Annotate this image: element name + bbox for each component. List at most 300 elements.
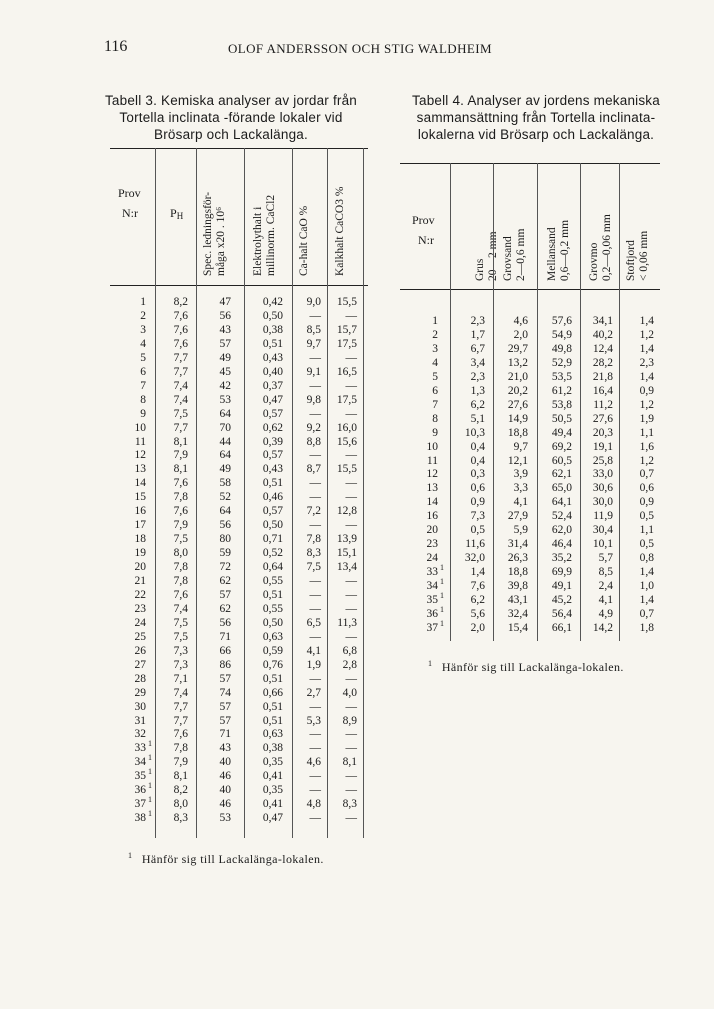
grovmo-cell: 11,9 <box>593 510 613 523</box>
ca-cell: — <box>309 630 321 643</box>
stoft-cell: 0,9 <box>639 384 654 397</box>
cond-cell: 46 <box>219 798 231 811</box>
lime-cell: 8,1 <box>342 756 357 769</box>
mellansand-cell: 62,1 <box>551 468 572 481</box>
elec-cell: 0,50 <box>262 616 283 629</box>
grus-cell: 0,6 <box>470 482 485 495</box>
grovmo-line1: Grovmo <box>588 242 600 281</box>
elec-cell: 0,37 <box>262 379 283 392</box>
elec-cell: 0,57 <box>262 407 283 420</box>
prov-cell <box>110 561 152 574</box>
prov-cell <box>400 413 444 426</box>
ca-cell: — <box>309 588 321 601</box>
table3-row <box>110 449 368 462</box>
prov-cell <box>110 408 152 421</box>
table3-row <box>110 589 368 602</box>
prov-number: 14 <box>426 496 438 509</box>
table4-grovmo-header <box>588 214 614 281</box>
table4-row <box>400 524 660 537</box>
cond-cell: 44 <box>219 435 231 448</box>
ca-cell: 4,6 <box>306 756 321 769</box>
footnote-mark: 1 <box>146 739 152 749</box>
table4-caption: Tabell 4. Analyser av jordens mekaniska sammansättning från Tortella inclinata-lokalerna vid Brösarp och Lackalänga. <box>412 93 660 142</box>
ca-cell: 8,7 <box>306 463 321 476</box>
stoft-cell: 1,2 <box>639 328 654 341</box>
grovsand-cell: 26,3 <box>507 552 528 565</box>
ph-cell: 7,7 <box>173 365 188 378</box>
prov-number: 33 <box>426 566 438 579</box>
prov-number: 5 <box>432 370 438 383</box>
ca-cell: — <box>309 449 321 462</box>
table4-row <box>400 538 660 551</box>
stoft-cell: 1,9 <box>639 412 654 425</box>
prov-number: 30 <box>134 700 146 713</box>
mellansand-cell: 46,4 <box>551 538 572 551</box>
stoft-cell: 0,8 <box>639 552 654 565</box>
grovmo-cell: 8,5 <box>598 566 613 579</box>
elec-cell: 0,47 <box>262 393 283 406</box>
stoftjord-line1: Stoftjord <box>625 240 637 281</box>
prov-number: 35 <box>426 594 438 606</box>
table4-row <box>400 357 660 370</box>
ca-cell: — <box>309 602 321 615</box>
mellansand-cell: 56,4 <box>551 607 572 620</box>
grovmo-cell: 40,2 <box>592 328 613 341</box>
grovmo-cell: 20,3 <box>592 426 613 439</box>
elec-cell: 0,46 <box>262 491 283 504</box>
cond-cell: 45 <box>219 365 231 378</box>
prov-number: 6 <box>432 384 438 397</box>
mellansand-line2: 0,6—0,2 mm <box>559 219 571 281</box>
prov-cell <box>400 371 444 384</box>
lime-cell: 15,5 <box>336 296 357 308</box>
cond-cell: 40 <box>219 784 231 797</box>
table4-row <box>400 427 660 440</box>
grus-cell: 2,3 <box>470 370 485 383</box>
grovmo-cell: 25,8 <box>592 454 613 467</box>
ca-line: Ca-halt CaO % <box>298 205 310 276</box>
mellansand-cell: 62,0 <box>551 524 572 537</box>
ph-cell: 7,7 <box>173 700 188 713</box>
grovmo-cell: 30,0 <box>592 496 613 509</box>
mellansand-cell: 53,5 <box>551 370 572 383</box>
table3-row <box>110 380 368 393</box>
grus-cell: 5,6 <box>470 607 485 620</box>
grovsand-cell: 4,6 <box>513 315 528 327</box>
lime-cell: — <box>345 449 357 462</box>
grovmo-cell: 11,2 <box>593 398 613 411</box>
elec-cell: 0,55 <box>262 575 283 587</box>
ph-cell: 8,1 <box>173 463 188 476</box>
cond-cell: 53 <box>219 812 231 825</box>
lime-cell: — <box>345 407 357 420</box>
prov-cell <box>400 329 444 342</box>
lime-cell: — <box>345 477 357 490</box>
table3-row <box>110 603 368 616</box>
prov-cell <box>400 441 444 454</box>
ph-h: H <box>176 211 184 221</box>
ca-cell: 9,8 <box>306 393 321 406</box>
lime-cell: 11,3 <box>337 616 357 629</box>
footnote-mark: 1 <box>438 619 444 629</box>
lime-cell: 16,5 <box>336 365 357 378</box>
elec-cell: 0,51 <box>262 588 283 601</box>
grovmo-cell: 4,1 <box>598 594 613 606</box>
table4-mellansand-header <box>546 220 572 281</box>
lime-cell: — <box>345 351 357 364</box>
table4-row <box>400 371 660 384</box>
grovsand-cell: 39,8 <box>507 580 528 593</box>
table4-row <box>400 413 660 426</box>
table3-row <box>110 491 368 504</box>
prov-cell <box>400 538 444 551</box>
prov-cell <box>110 533 152 546</box>
cond-cell: 56 <box>219 519 231 532</box>
stoft-cell: 1,2 <box>639 398 654 411</box>
table4-row <box>400 329 660 342</box>
table4-row <box>400 441 660 454</box>
prov-number: 37 <box>134 798 146 811</box>
elec-cell: 0,57 <box>262 505 283 518</box>
table3-row <box>110 701 368 714</box>
table3-lime-header <box>334 187 347 276</box>
grovmo-cell: 19,1 <box>592 440 613 453</box>
ca-cell: 9,7 <box>306 337 321 350</box>
footnote-mark: 1 <box>146 809 152 819</box>
prov-cell <box>110 324 152 337</box>
prov-number: 7 <box>432 398 438 411</box>
footnote-mark: 1 <box>146 781 152 791</box>
grovsand-cell: 43,1 <box>507 594 528 606</box>
ca-cell: — <box>309 407 321 420</box>
lime-cell: 6,8 <box>342 644 357 657</box>
lime-cell: — <box>345 784 357 797</box>
elec-cell: 0,51 <box>262 672 283 685</box>
mellansand-cell: 64,1 <box>551 496 572 509</box>
ph-p: P <box>170 206 177 220</box>
cond-cell: 80 <box>219 533 231 546</box>
table3-row <box>110 645 368 658</box>
ph-cell: 7,4 <box>173 686 188 699</box>
prov-number: 12 <box>426 468 438 481</box>
prov-number: 36 <box>134 784 146 797</box>
stoft-cell: 0,7 <box>639 607 654 620</box>
table3-row <box>110 673 368 686</box>
table3-row <box>110 617 368 630</box>
grovsand-cell: 27,9 <box>507 510 528 523</box>
lime-cell: — <box>345 728 357 741</box>
lime-cell: 13,4 <box>336 561 357 574</box>
ca-cell: 8,5 <box>306 323 321 336</box>
table4-grovsand-header <box>502 229 528 281</box>
elec-cell: 0,51 <box>262 700 283 713</box>
grus-cell: 0,3 <box>470 468 485 481</box>
cond-cell: 46 <box>219 770 231 783</box>
stoft-cell: 2,3 <box>639 356 654 369</box>
grus-cell: 11,6 <box>465 538 485 551</box>
stoft-cell: 1,0 <box>639 580 654 593</box>
prov-number: 17 <box>134 519 146 532</box>
ph-cell: 8,0 <box>173 798 188 811</box>
mellansand-cell: 53,8 <box>551 398 572 411</box>
cond-cell: 56 <box>219 309 231 322</box>
prov-number: 23 <box>426 538 438 551</box>
prov-cell <box>110 701 152 714</box>
grovmo-cell: 30,4 <box>592 524 613 537</box>
prov-number: 22 <box>134 588 146 601</box>
lime-cell: — <box>345 770 357 783</box>
mellansand-cell: 61,2 <box>551 384 572 397</box>
prov-cell <box>110 338 152 351</box>
lime-cell: 8,3 <box>342 798 357 811</box>
ca-cell: — <box>309 784 321 797</box>
prov-number: 20 <box>426 524 438 537</box>
cond-cell: 53 <box>219 393 231 406</box>
prov-number: 11 <box>134 435 146 448</box>
elec-cell: 0,71 <box>262 533 283 546</box>
cond-cell: 58 <box>219 477 231 490</box>
table3-row <box>110 687 368 700</box>
table4-top-rule <box>400 163 660 164</box>
table3-row <box>110 310 368 323</box>
prov-cell <box>110 603 152 616</box>
grovmo-cell: 10,1 <box>592 538 613 551</box>
prov-number: 13 <box>134 463 146 476</box>
electrolyte-line1: Elektrolythalt i <box>252 206 264 276</box>
lime-cell: — <box>345 588 357 601</box>
stoft-cell: 1,4 <box>639 342 654 355</box>
prov-number: 4 <box>140 337 146 350</box>
table4-prov-header: Prov <box>412 213 435 227</box>
table3-row <box>110 519 368 532</box>
prov-cell <box>400 385 444 398</box>
prov-number: 14 <box>134 477 146 490</box>
lime-cell: 12,8 <box>336 505 357 518</box>
grovsand-cell: 3,3 <box>513 482 528 495</box>
lime-cell: — <box>345 742 357 755</box>
grovmo-cell: 4,9 <box>598 607 613 620</box>
cond-cell: 72 <box>219 561 231 574</box>
ca-cell: — <box>309 742 321 755</box>
prov-cell <box>110 547 152 560</box>
cond-cell: 62 <box>219 575 231 587</box>
prov-number: 23 <box>134 602 146 615</box>
footnote-mark: 1 <box>438 605 444 615</box>
table4-grus-header <box>474 231 500 281</box>
grovmo-cell: 16,4 <box>592 384 613 397</box>
ca-cell: 4,1 <box>306 644 321 657</box>
ph-cell: 7,9 <box>173 449 188 462</box>
prov-number: 8 <box>140 393 146 406</box>
footnote-mark: 1 <box>146 795 152 805</box>
grovsand-line2: 2—0,6 mm <box>515 228 527 281</box>
cond-cell: 43 <box>219 742 231 755</box>
prov-number: 16 <box>134 505 146 518</box>
ca-cell: 6,5 <box>306 616 321 629</box>
prov-number: 9 <box>140 407 146 420</box>
mellansand-cell: 52,4 <box>551 510 572 523</box>
ph-cell: 7,6 <box>173 588 188 601</box>
table3-row <box>110 575 368 588</box>
ca-cell: 5,3 <box>306 714 321 727</box>
elec-cell: 0,63 <box>262 728 283 741</box>
prov-number: 2 <box>140 309 146 322</box>
grovsand-cell: 9,7 <box>513 440 528 453</box>
grovsand-cell: 15,4 <box>507 621 528 634</box>
elec-cell: 0,63 <box>262 630 283 643</box>
conductivity-line1: Spec. ledningsför- <box>202 191 214 276</box>
ph-cell: 7,4 <box>173 379 188 392</box>
prov-cell <box>110 715 152 728</box>
cond-cell: 86 <box>219 658 231 671</box>
cond-cell: 71 <box>219 630 231 643</box>
mellansand-cell: 54,9 <box>551 328 572 341</box>
prov-cell <box>400 468 444 481</box>
elec-cell: 0,35 <box>262 784 283 797</box>
grovmo-cell: 2,4 <box>598 580 613 593</box>
conductivity-line2: måga x20 . 10⁶ <box>215 206 227 276</box>
ca-cell: — <box>309 519 321 532</box>
ca-cell: 8,3 <box>306 547 321 560</box>
elec-cell: 0,38 <box>262 323 283 336</box>
mellansand-cell: 52,9 <box>551 356 572 369</box>
prov-cell <box>400 524 444 537</box>
prov-cell <box>400 510 444 523</box>
elec-cell: 0,62 <box>262 421 283 434</box>
prov-cell <box>110 687 152 700</box>
elec-cell: 0,40 <box>262 365 283 378</box>
ca-cell: — <box>309 770 321 783</box>
prov-number: 35 <box>134 770 146 783</box>
elec-cell: 0,38 <box>262 742 283 755</box>
prov-number: 29 <box>134 686 146 699</box>
table3-top-rule <box>110 148 368 149</box>
cond-cell: 64 <box>219 505 231 518</box>
grovmo-cell: 28,2 <box>592 356 613 369</box>
prov-cell <box>400 619 444 635</box>
ph-cell: 7,4 <box>173 393 188 406</box>
grus-cell: 6,2 <box>470 594 485 606</box>
prov-number: 21 <box>134 575 146 587</box>
cond-cell: 57 <box>219 672 231 685</box>
lime-cell: — <box>345 309 357 322</box>
cond-cell: 74 <box>219 686 231 699</box>
prov-cell <box>110 519 152 532</box>
grus-cell: 1,4 <box>470 566 485 579</box>
prov-number: 19 <box>134 547 146 560</box>
stoft-cell: 0,9 <box>639 496 654 509</box>
prov-cell <box>400 343 444 356</box>
grus-cell: 0,5 <box>470 524 485 537</box>
ph-cell: 7,8 <box>173 491 188 504</box>
mellansand-cell: 49,1 <box>551 580 572 593</box>
cond-cell: 49 <box>219 463 231 476</box>
grovmo-cell: 21,8 <box>592 370 613 383</box>
prov-cell <box>110 645 152 658</box>
ph-cell: 7,8 <box>173 561 188 574</box>
table4-row <box>400 399 660 412</box>
prov-number: 15 <box>134 491 146 504</box>
footnote-mark: 1 <box>438 563 444 573</box>
stoft-cell: 1,4 <box>639 594 654 606</box>
grus-cell: 1,7 <box>470 328 485 341</box>
lime-cell: 15,5 <box>336 463 357 476</box>
lime-cell: 15,7 <box>336 323 357 336</box>
table3-row <box>110 547 368 560</box>
stoft-cell: 0,5 <box>639 510 654 523</box>
grovsand-cell: 12,1 <box>507 454 528 467</box>
prov-number: 6 <box>140 365 146 378</box>
stoft-cell: 1,4 <box>639 315 654 327</box>
prov-number: 12 <box>134 449 146 462</box>
ca-cell: — <box>309 491 321 504</box>
page-number: 116 <box>104 38 128 55</box>
prov-cell <box>400 399 444 412</box>
elec-cell: 0,76 <box>262 658 283 671</box>
ph-cell: 7,6 <box>173 477 188 490</box>
mellansand-cell: 66,1 <box>551 621 572 634</box>
lime-cell: 2,8 <box>342 658 357 671</box>
grovsand-cell: 29,7 <box>507 342 528 355</box>
elec-cell: 0,51 <box>262 714 283 727</box>
ph-cell: 7,8 <box>173 742 188 755</box>
prov-cell <box>110 366 152 379</box>
prov-cell <box>400 455 444 468</box>
stoft-cell: 1,4 <box>639 566 654 579</box>
table3-row <box>110 809 368 825</box>
table3-row <box>110 561 368 574</box>
ca-cell: 1,9 <box>306 658 321 671</box>
table3-nr-header: N:r <box>122 206 138 220</box>
grovmo-cell: 14,2 <box>592 621 613 634</box>
ca-cell: 4,8 <box>306 798 321 811</box>
lime-cell: 17,5 <box>336 393 357 406</box>
prov-number: 13 <box>426 482 438 495</box>
lime-cell: — <box>345 812 357 825</box>
table3-row <box>110 338 368 351</box>
table3-row <box>110 296 368 309</box>
prov-cell <box>110 394 152 407</box>
ca-cell: 9,1 <box>306 365 321 378</box>
table3-ph-header <box>170 206 183 221</box>
grus-cell: 0,4 <box>470 440 485 453</box>
cond-cell: 40 <box>219 756 231 769</box>
mellansand-cell: 69,9 <box>551 566 572 579</box>
cond-cell: 57 <box>219 714 231 727</box>
cond-cell: 47 <box>219 296 231 308</box>
prov-cell <box>110 296 152 309</box>
ph-cell: 7,1 <box>173 672 188 685</box>
grovsand-cell: 21,0 <box>507 370 528 383</box>
prov-number: 28 <box>134 672 146 685</box>
stoft-cell: 1,1 <box>639 426 654 439</box>
table3-row <box>110 408 368 421</box>
table3-prov-header: Prov <box>118 186 141 200</box>
prov-cell <box>110 809 152 825</box>
ph-cell: 7,3 <box>173 644 188 657</box>
lime-cell: — <box>345 491 357 504</box>
prov-cell <box>110 491 152 504</box>
elec-cell: 0,57 <box>262 449 283 462</box>
lime-cell: 13,9 <box>336 533 357 546</box>
elec-cell: 0,41 <box>262 770 283 783</box>
ph-cell: 7,9 <box>173 519 188 532</box>
cond-cell: 57 <box>219 588 231 601</box>
ca-cell: 7,8 <box>306 533 321 546</box>
grus-cell: 3,4 <box>470 356 485 369</box>
ca-cell: — <box>309 700 321 713</box>
grus-cell: 7,6 <box>470 580 485 593</box>
